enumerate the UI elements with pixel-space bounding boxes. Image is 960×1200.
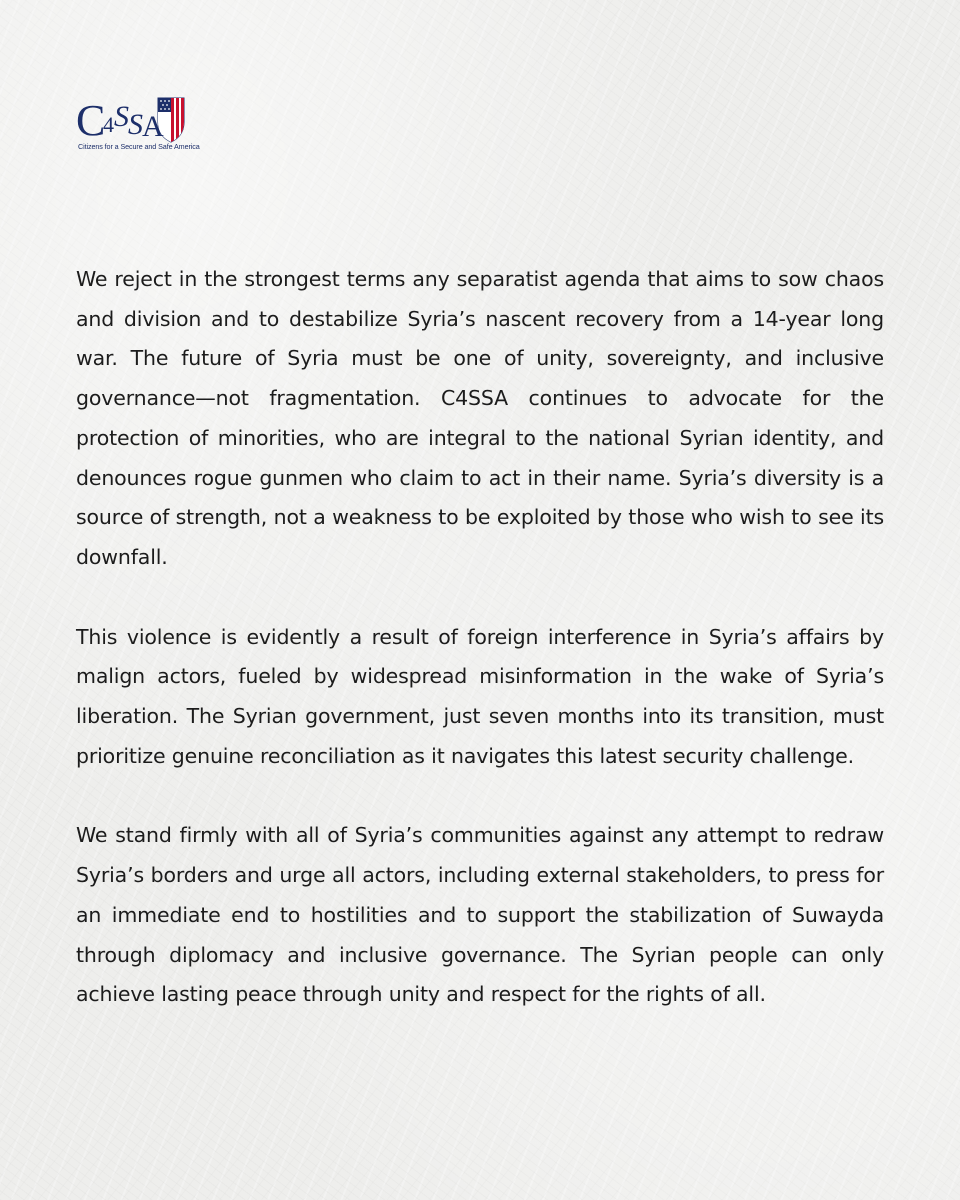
logo-tagline: Citizens for a Secure and Safe America [78, 142, 200, 151]
logo-letter-s2: S [128, 108, 143, 141]
statement-paragraph-3: We stand firmly with all of Syria’s communities against any attempt to redraw Syria’s borders and urge all actors, including external stakeholders, to press for an immediate end to hostilities and to support the stabilization of Suwayda through diplomacy and inclusive governance. The Syrian people can only achieve lasting peace through unity and respect for the rights of all. [76, 823, 884, 1007]
c4ssa-logo-mark [76, 96, 188, 144]
logo-letter-c: C [76, 96, 106, 145]
statement-paragraph-1: We reject in the strongest terms any separatist agenda that aims to sow chaos and division and to destabilize Syria’s nascent recovery from a 14-year long war. The future of Syria must be one of unity, sovereignty, and inclusive governance—not fragmentation. C4SSA continues to advocate for the protection of minorities, who are integral to the national Syrian identity, and denounces rogue gunmen who claim to act in their name. Syria’s diversity is a source of strength, not a weakness to be exploited by those who wish to see its downfall. [76, 267, 884, 569]
statement-paragraph-2: This violence is evidently a result of foreign interference in Syria’s affairs by malign actors, fueled by widespread misinformation in the wake of Syria’s liberation. The Syrian government, just seven months into its transition, must prioritize genuine reconciliation as it navigates this latest security challenge. [76, 624, 884, 768]
logo-letter-s1: S [114, 100, 129, 133]
logo-letter-a: A [142, 110, 164, 143]
logo-digit-4: 4 [103, 112, 114, 137]
statement-body [76, 260, 884, 1015]
c4ssa-logo [76, 96, 200, 154]
